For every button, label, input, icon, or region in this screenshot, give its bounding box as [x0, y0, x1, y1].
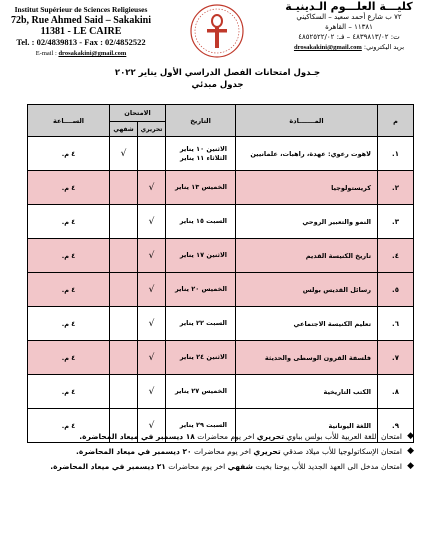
header-time: الســــاعة: [28, 105, 110, 137]
row-time: ٤ م.: [28, 171, 110, 205]
table-row: [28, 375, 414, 409]
row-subject: تاريخ الكنيسة القديم: [236, 239, 378, 273]
row-date: [166, 239, 236, 273]
row-date: [166, 307, 236, 341]
phone-fax-fr: Tel. : 02/4839813 - Fax : 02/4852522: [16, 37, 146, 47]
row-date-line: السبت ٢٩ يناير: [179, 421, 228, 429]
header-exam: الامتحان: [110, 105, 166, 122]
row-oral-mark: [110, 341, 138, 375]
row-subject: فلسفة القرون الوسطى والحديثة: [236, 341, 378, 375]
email-fr: E-mail : drosakakini@gmail.com: [35, 50, 127, 57]
table-row: [28, 307, 414, 341]
row-oral-mark: [110, 375, 138, 409]
row-time: ٤ م.: [28, 273, 110, 307]
row-date-line: الاثنين ٢٤ يناير: [179, 353, 228, 361]
row-subject: تعليم الكنيسة الاجتماعي: [236, 307, 378, 341]
row-number: ٧.: [378, 341, 414, 375]
city-ar: ١١٣٨١ – القاهرة: [325, 23, 373, 31]
note-text: اخر يوم محاضرات: [165, 462, 228, 471]
row-time: ٤ م.: [28, 205, 110, 239]
letterhead-french: [6, 4, 156, 59]
note-text: اخر يوم محاضرات: [194, 432, 257, 441]
note-item: [24, 445, 414, 458]
row-written-mark: √: [138, 341, 166, 375]
institute-name-fr: Institut Supérieur de Sciences Religieuses: [14, 5, 148, 14]
bullet-icon: ◆: [407, 431, 414, 441]
letterhead-arabic: [269, 2, 429, 53]
row-date: [166, 341, 236, 375]
row-date: [166, 171, 236, 205]
city-fr: 11381 - LE CAIRE: [40, 26, 122, 37]
row-time: ٤ م.: [28, 239, 110, 273]
row-subject: الكتب التاريخية: [236, 375, 378, 409]
row-date-line: الاثنين ١٧ يناير: [179, 251, 228, 259]
row-oral-mark: [110, 273, 138, 307]
table-header-row: [28, 105, 414, 122]
table-row: [28, 273, 414, 307]
table-row: [28, 341, 414, 375]
row-written-mark: √: [138, 409, 166, 443]
row-written-mark: √: [138, 375, 166, 409]
row-subject: كريستولوجيا: [236, 171, 378, 205]
letterhead: [0, 0, 435, 60]
notes-list: [24, 430, 414, 475]
row-date-line: الثلاثاء ١١ يناير: [180, 153, 228, 162]
row-written-mark: √: [138, 239, 166, 273]
table-body: [28, 137, 414, 443]
row-subject: رسائل القديس بولس: [236, 273, 378, 307]
row-date: [166, 205, 236, 239]
note-text: تحريري: [253, 447, 281, 456]
document-titles: [0, 68, 435, 90]
table-row: [28, 137, 414, 171]
schedule-title: جـدول امتحانات الفصل الدراسي الأول يناير ٢٠٢٢: [114, 68, 321, 78]
email-link-ar[interactable]: drosakakini@gmail.com: [293, 44, 362, 51]
row-number: ٥.: [378, 273, 414, 307]
note-text: امتحان اللغة العربية للأب بولس بباوي: [283, 432, 402, 441]
address-ar: ٧٢ ب شارع أحمد سعيد – السكاكيني: [296, 13, 402, 21]
row-date-line: الخميس ٢٧ يناير: [174, 387, 228, 395]
row-date-line: الخميس ١٣ يناير: [174, 183, 228, 191]
row-written-mark: √: [138, 171, 166, 205]
note-item: [24, 460, 414, 473]
institute-name-ar: كليـــة العلـــوم الـدينيـة: [285, 0, 413, 13]
row-number: ٢.: [378, 171, 414, 205]
schedule-subtitle: جدول مبدئي: [191, 80, 244, 90]
row-date-line: الاثنين ١٠ يناير: [179, 144, 228, 153]
header-num: م: [378, 105, 414, 137]
note-item: [24, 430, 414, 443]
row-time: ٤ م.: [28, 307, 110, 341]
bullet-icon: ◆: [407, 461, 414, 471]
row-number: ٦.: [378, 307, 414, 341]
row-number: ٣.: [378, 205, 414, 239]
note-text: ١٨ ديسمبر في ميعاد المحاضرة.: [79, 432, 195, 441]
note-text: تحريري: [256, 432, 284, 441]
email-ar: بريد اليكتروني: drosakakini@gmail.com: [293, 43, 405, 51]
note-text: اخر يوم محاضرات: [191, 447, 254, 456]
row-oral-mark: [110, 171, 138, 205]
row-oral-mark: √: [110, 137, 138, 171]
header-written: تحريري: [138, 122, 166, 137]
row-date: [166, 137, 236, 171]
row-number: ٩.: [378, 409, 414, 443]
institute-logo: [188, 2, 246, 60]
header-date: التاريخ: [166, 105, 236, 137]
row-date: [166, 273, 236, 307]
exam-schedule-table: [27, 104, 414, 443]
row-subject: لاهوت رعوي: عهدة، راهبات، علمانيين: [236, 137, 378, 171]
row-number: ١.: [378, 137, 414, 171]
row-written-mark: √: [138, 205, 166, 239]
row-subject: اللغة اليونانية: [236, 409, 378, 443]
row-number: ٨.: [378, 375, 414, 409]
row-date: [166, 375, 236, 409]
table-row: [28, 171, 414, 205]
row-time: ٤ م.: [28, 137, 110, 171]
row-written-mark: [138, 137, 166, 171]
row-time: ٤ م.: [28, 375, 110, 409]
row-oral-mark: [110, 205, 138, 239]
address-fr: 72b, Rue Ahmed Said – Sakakini: [10, 15, 152, 26]
email-link-fr[interactable]: drosakakini@gmail.com: [58, 50, 127, 57]
row-written-mark: √: [138, 307, 166, 341]
row-oral-mark: [110, 239, 138, 273]
table-row: [28, 205, 414, 239]
row-oral-mark: [110, 307, 138, 341]
row-date-line: السبت ٢٢ يناير: [179, 319, 228, 327]
row-date-line: الخميس ٢٠ يناير: [174, 285, 228, 293]
note-text: ٢٠ ديسمبر في ميعاد المحاضرة.: [76, 447, 192, 456]
row-number: ٤.: [378, 239, 414, 273]
table-row: [28, 239, 414, 273]
row-written-mark: √: [138, 273, 166, 307]
note-text: ٢١ ديسمبر في ميعاد المحاضرة.: [50, 462, 166, 471]
phone-fax-ar: ت: ٤٨٣٩٨١٣/٠٢ – فـ: ٤٨٥٢٥٢٢/٠٢: [298, 33, 400, 41]
row-subject: النمو والتعبير الروحي: [236, 205, 378, 239]
note-text: امتحان الإسكاتولوجيا للأب ميلاد صدقي: [280, 447, 402, 456]
row-date-line: السبت ١٥ يناير: [179, 217, 228, 225]
header-oral: شفهي: [110, 122, 138, 137]
note-text: امتحان مدخل الى العهد الجديد للأب يوحنا بخيت: [252, 462, 402, 471]
header-subject: المـــــــادة: [236, 105, 378, 137]
row-time: ٤ م.: [28, 341, 110, 375]
note-text: شفهي: [227, 462, 253, 471]
bullet-icon: ◆: [407, 446, 414, 456]
row-time: ٤ م.: [28, 409, 110, 443]
